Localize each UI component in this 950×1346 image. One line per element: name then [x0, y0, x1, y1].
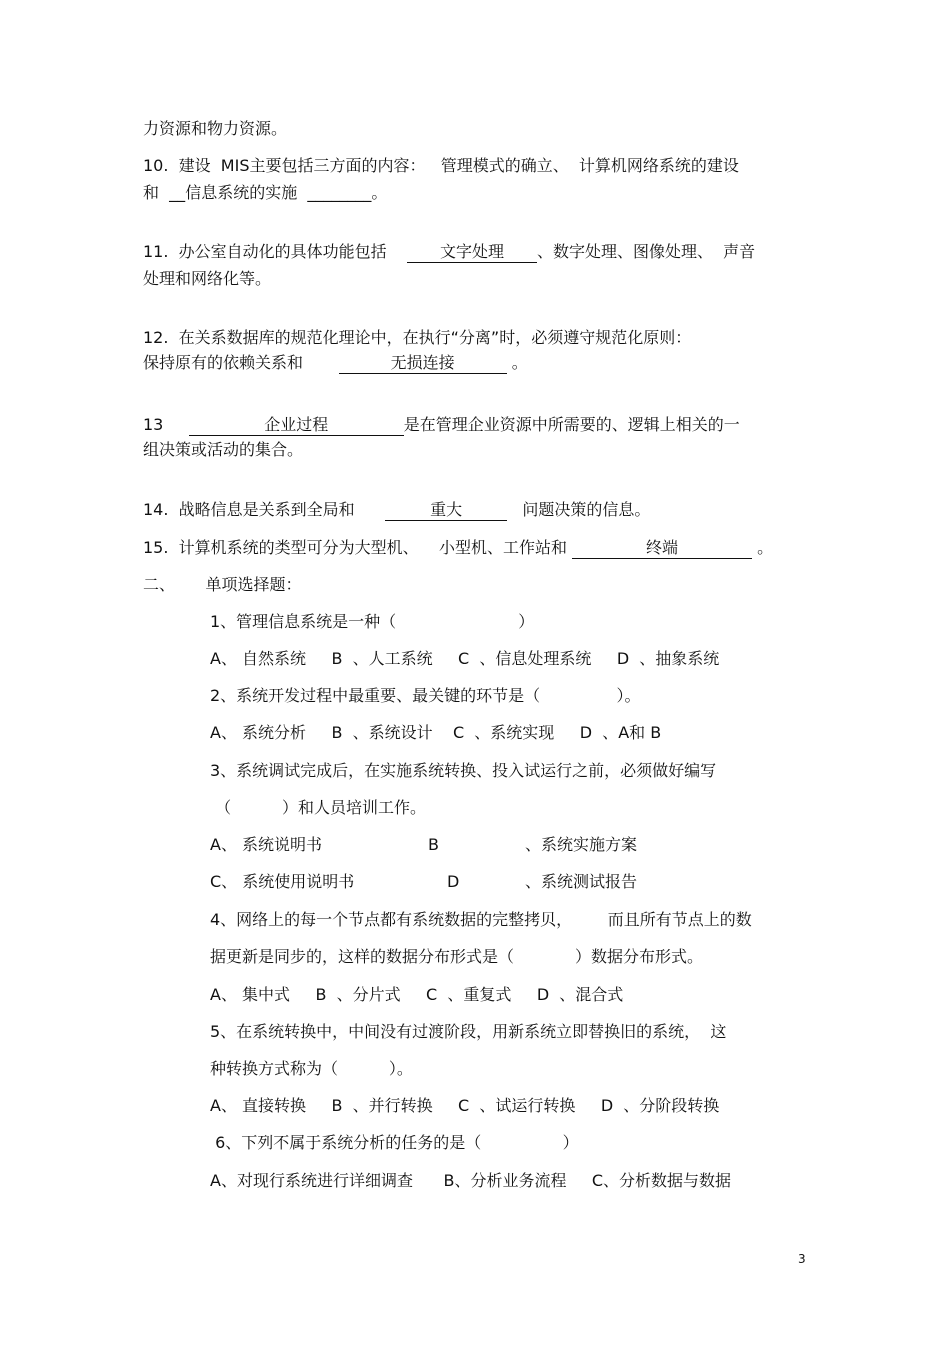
- page-number: 3: [798, 1252, 806, 1266]
- mc-question-5-line-2: 种转换方式称为（ ）。: [210, 1059, 413, 1078]
- mc-question-3-line-1: 3、系统调试完成后，在实施系统转换、投入试运行之前，必须做好编写: [210, 761, 717, 780]
- answer-blank: 终端: [572, 538, 752, 559]
- question-13-line-1: [143, 414, 740, 436]
- text-fragment: 保持原有的依赖关系和: [143, 353, 339, 372]
- text-fragment: 、数字处理、图像处理、 声音: [536, 242, 756, 261]
- question-10-line-2: [143, 182, 387, 204]
- text-fragment: 15. 计算机系统的类型可分为大型机、 小型机、工作站和: [143, 538, 573, 557]
- mc-options-1: A、 自然系统 B 、人工系统 C 、信息处理系统 D 、抽象系统: [210, 649, 720, 668]
- mc-options-6: A、对现行系统进行详细调查 B、分析业务流程 C、分析数据与数据: [210, 1171, 732, 1190]
- mc-options-4: A、 集中式 B 、分片式 C 、重复式 D 、混合式: [210, 985, 624, 1004]
- answer-blank: 企业过程: [189, 415, 404, 436]
- text-fragment: 14. 战略信息是关系到全局和: [143, 500, 386, 519]
- question-12-line-1: 12. 在关系数据库的规范化理论中，在执行“分离”时，必须遵守规范化原则：: [143, 328, 692, 347]
- text-line: 力资源和物力资源。: [143, 119, 288, 138]
- text-fragment: 。: [371, 183, 388, 202]
- text-fragment: 。: [506, 353, 528, 372]
- question-15: [143, 537, 773, 559]
- question-12-line-2: [143, 352, 528, 374]
- mc-question-2: 2、系统开发过程中最重要、最关键的环节是（ ）。: [210, 686, 641, 705]
- mc-option-d-letter: D: [447, 872, 460, 891]
- text-fragment: 问题决策的信息。: [507, 500, 651, 519]
- text-fragment: 13: [143, 415, 189, 434]
- mc-question-6: 6、下列不属于系统分析的任务的是（ ）: [210, 1133, 579, 1152]
- question-11-line-1: [143, 241, 755, 263]
- mc-question-4-line-1: 4、网络上的每一个节点都有系统数据的完整拷贝， 而且所有节点上的数: [210, 910, 752, 929]
- question-14: [143, 499, 650, 521]
- mc-option-c: C、 系统使用说明书: [210, 872, 355, 891]
- mc-options-2: A、 系统分析 B 、系统设计 C 、系统实现 D 、A和 B: [210, 723, 662, 742]
- answer-blank: 文字处理: [407, 242, 537, 263]
- question-10-line-1: 10. 建设 MIS主要包括三方面的内容： 管理模式的确立、 计算机网络系统的建设: [143, 156, 739, 175]
- text-fragment: 是在管理企业资源中所需要的、逻辑上相关的一: [403, 415, 740, 434]
- mc-question-4-line-2: 据更新是同步的，这样的数据分布形式是（ ）数据分布形式。: [210, 947, 704, 966]
- text-fragment: 和 __: [143, 183, 186, 202]
- section-heading: 二、 单项选择题：: [143, 575, 302, 594]
- mc-option-a: A、 系统说明书: [210, 835, 323, 854]
- answer-blank: 无损连接: [339, 353, 507, 374]
- blank-line: ________: [307, 183, 372, 202]
- text-fragment: 。: [752, 538, 774, 557]
- answer-text: 信息系统的实施: [185, 183, 298, 202]
- mc-options-5: A、 直接转换 B 、并行转换 C 、试运行转换 D 、分阶段转换: [210, 1096, 720, 1115]
- mc-option-b-letter: B: [428, 835, 439, 854]
- question-11-line-2: 处理和网络化等。: [143, 269, 272, 288]
- answer-blank: 重大: [385, 500, 507, 521]
- mc-question-5-line-1: 5、在系统转换中，中间没有过渡阶段，用新系统立即替换旧的系统， 这: [210, 1022, 727, 1041]
- mc-question-1: 1、管理信息系统是一种（ ）: [210, 612, 535, 631]
- question-13-line-2: 组决策或活动的集合。: [143, 440, 304, 459]
- mc-question-3-line-2: （ ）和人员培训工作。: [210, 798, 426, 817]
- text-fragment: 11. 办公室自动化的具体功能包括: [143, 242, 407, 261]
- mc-option-d-text: 、系统测试报告: [525, 872, 638, 891]
- mc-option-b-text: 、系统实施方案: [525, 835, 638, 854]
